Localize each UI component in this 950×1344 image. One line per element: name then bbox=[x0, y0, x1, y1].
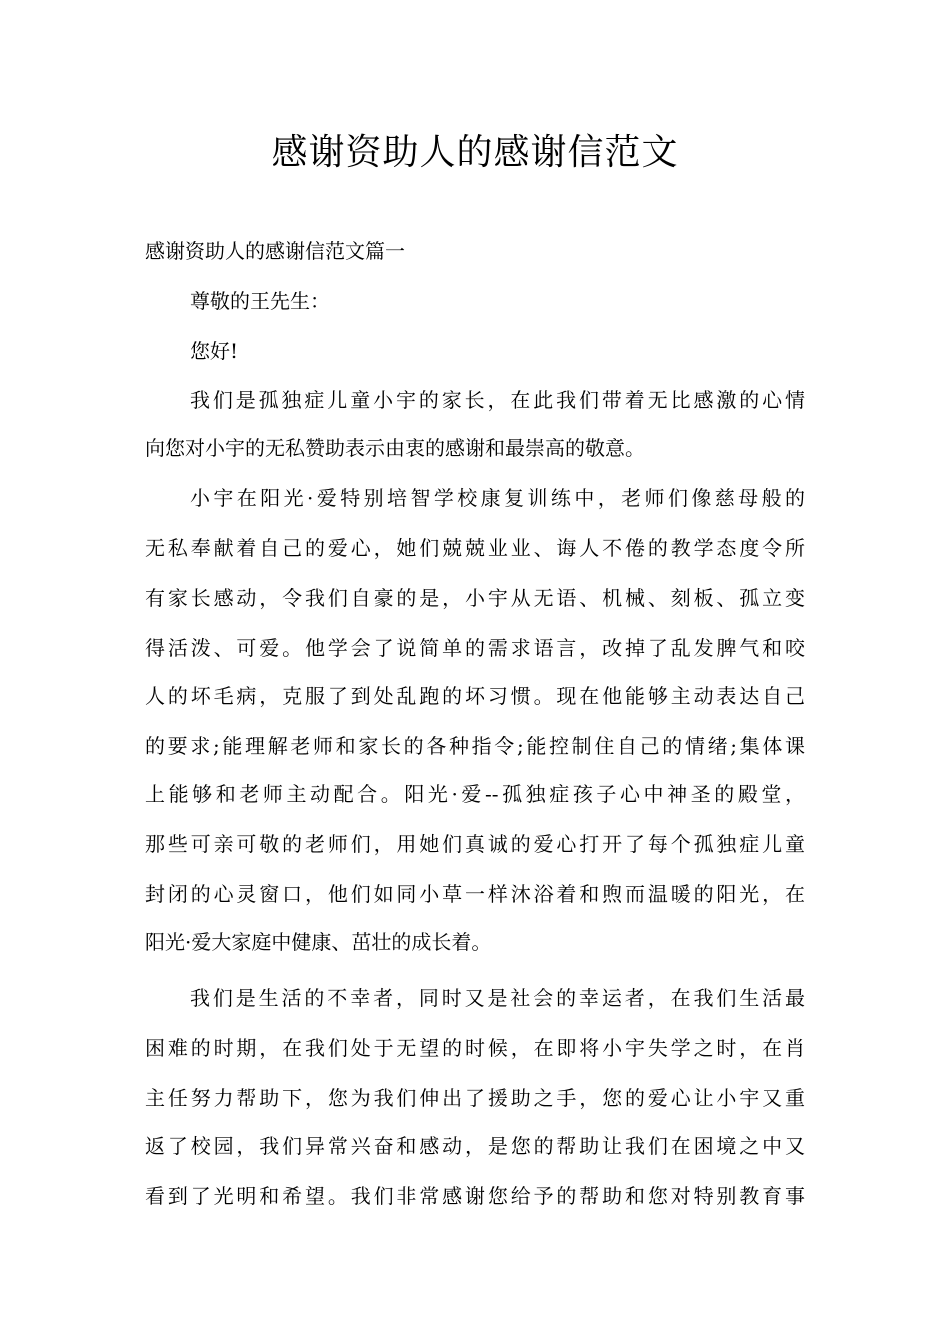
section-heading: 感谢资助人的感谢信范文篇一 bbox=[145, 239, 405, 263]
paragraph-2-line-5: 人的坏毛病，克服了到处乱跑的坏习惯。现在他能够主动表达自己 bbox=[145, 684, 805, 708]
paragraph-2-line-8: 那些可亲可敬的老师们，用她们真诚的爱心打开了每个孤独症儿童 bbox=[145, 832, 805, 856]
paragraph-2-line-4: 得活泼、可爱。他学会了说简单的需求语言，改掉了乱发脾气和咬 bbox=[145, 636, 805, 660]
paragraph-3-line-2: 困难的时期，在我们处于无望的时候，在即将小宇失学之时，在肖 bbox=[145, 1036, 805, 1060]
paragraph-2-line-2: 无私奉献着自己的爱心，她们兢兢业业、诲人不倦的教学态度令所 bbox=[145, 536, 805, 560]
greeting: 您好! bbox=[190, 339, 239, 363]
document-title: 感谢资助人的感谢信范文 bbox=[271, 132, 679, 173]
paragraph-2-line-1: 小宇在阳光·爱特别培智学校康复训练中，老师们像慈母般的 bbox=[190, 486, 805, 510]
paragraph-1-line-2: 向您对小宇的无私赞助表示由衷的感谢和最崇高的敬意。 bbox=[145, 436, 645, 460]
paragraph-3-line-3: 主任努力帮助下，您为我们伸出了援助之手，您的爱心让小宇又重 bbox=[145, 1086, 805, 1110]
paragraph-3-line-5: 看到了光明和希望。我们非常感谢您给予的帮助和您对特别教育事 bbox=[145, 1184, 805, 1208]
paragraph-3-line-1: 我们是生活的不幸者，同时又是社会的幸运者，在我们生活最 bbox=[190, 986, 805, 1010]
paragraph-3-line-4: 返了校园，我们异常兴奋和感动，是您的帮助让我们在困境之中又 bbox=[145, 1134, 805, 1158]
paragraph-1-line-1: 我们是孤独症儿童小宇的家长，在此我们带着无比感激的心情 bbox=[190, 388, 805, 412]
salutation: 尊敬的王先生： bbox=[190, 289, 330, 313]
paragraph-2-line-7: 上能够和老师主动配合。阳光·爱--孤独症孩子心中神圣的殿堂， bbox=[145, 782, 805, 806]
paragraph-2-line-3: 有家长感动，令我们自豪的是，小宇从无语、机械、刻板、孤立变 bbox=[145, 586, 805, 610]
paragraph-2-line-9: 封闭的心灵窗口，他们如同小草一样沐浴着和煦而温暖的阳光，在 bbox=[145, 882, 805, 906]
paragraph-2-line-6: 的要求;能理解老师和家长的各种指令;能控制住自己的情绪;集体课 bbox=[145, 734, 805, 758]
paragraph-2-line-10: 阳光·爱大家庭中健康、茁壮的成长着。 bbox=[145, 930, 492, 954]
